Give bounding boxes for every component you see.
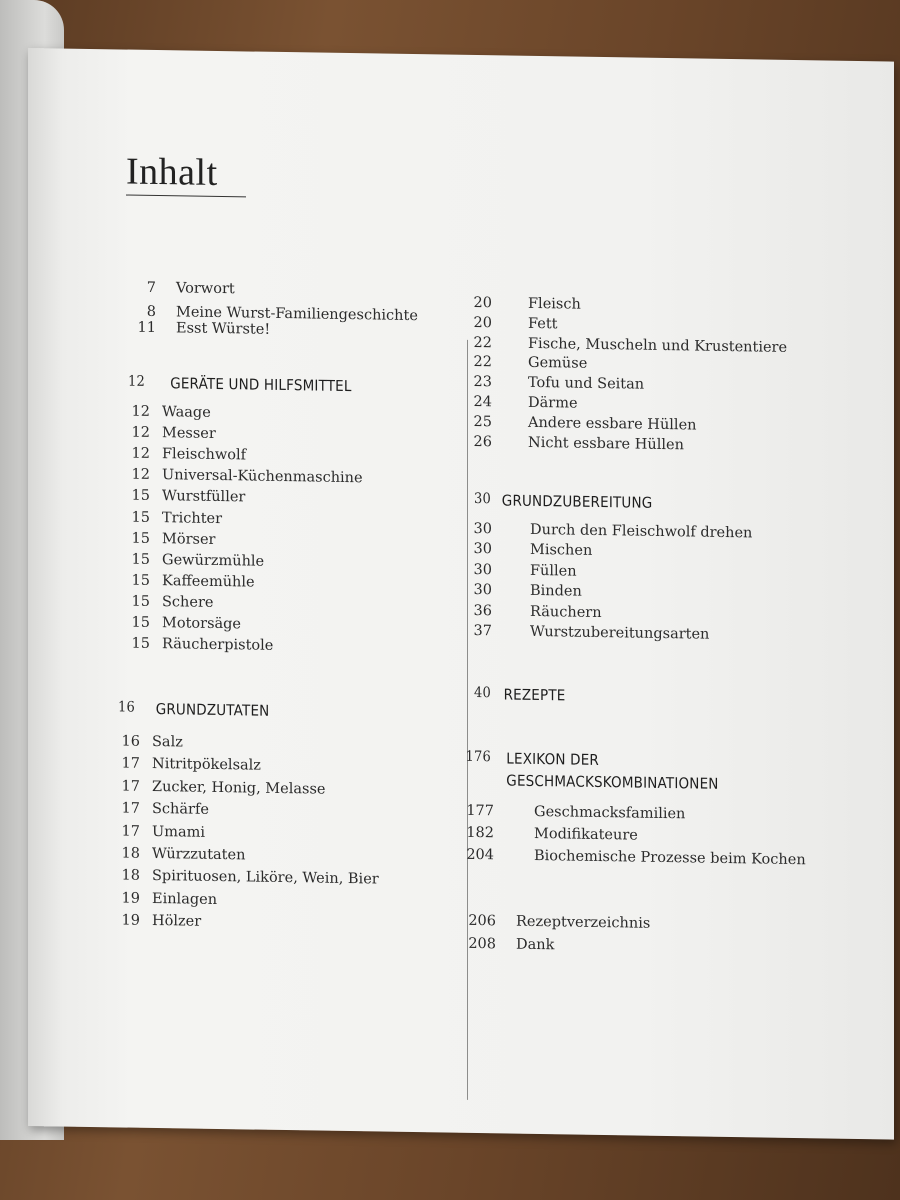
entry-label: Räuchern bbox=[530, 603, 602, 621]
section-title: LEXIKON DER bbox=[506, 749, 599, 769]
book-page bbox=[28, 48, 894, 1140]
entry-label: Därme bbox=[528, 394, 578, 412]
page-number: 177 bbox=[466, 802, 494, 820]
page-number: 22 bbox=[473, 334, 492, 351]
entry-label: Nitritpökelsalz bbox=[152, 756, 261, 775]
page-number: 30 bbox=[473, 561, 492, 579]
page-number: 20 bbox=[473, 314, 492, 332]
entry-label: Füllen bbox=[530, 562, 577, 580]
page-number: 15 bbox=[131, 488, 150, 505]
entry-label: Mörser bbox=[162, 530, 216, 548]
entry-label: Schere bbox=[162, 593, 214, 611]
page-number: 36 bbox=[473, 602, 492, 619]
entry-label: Mischen bbox=[530, 542, 593, 560]
entry-label: Waage bbox=[162, 404, 211, 421]
section-page-number: 40 bbox=[474, 685, 491, 702]
page-number: 22 bbox=[473, 354, 492, 371]
entry-label: Geschmacksfamilien bbox=[534, 803, 686, 823]
entry-label: Durch den Fleischwolf drehen bbox=[530, 521, 753, 542]
entry-label: Motorsäge bbox=[162, 615, 242, 633]
entry-label: Würzzutaten bbox=[152, 845, 246, 864]
page-number: 8 bbox=[146, 303, 156, 321]
page-number: 12 bbox=[131, 445, 150, 463]
page-number: 20 bbox=[473, 294, 492, 312]
page-number: 11 bbox=[137, 319, 156, 337]
page-number: 17 bbox=[121, 755, 140, 773]
entry-label: Zucker, Honig, Melasse bbox=[152, 778, 326, 798]
entry-label: Gewürzmühle bbox=[162, 551, 265, 570]
entry-label: Spirituosen, Liköre, Wein, Bier bbox=[152, 868, 379, 888]
page-number: 17 bbox=[121, 778, 140, 795]
entry-label: Fische, Muscheln und Krustentiere bbox=[528, 335, 788, 356]
section-page-number: 12 bbox=[128, 373, 145, 390]
page-number: 16 bbox=[121, 733, 140, 750]
page-number: 15 bbox=[131, 530, 150, 547]
entry-label: Fleischwolf bbox=[162, 446, 246, 464]
page-number: 15 bbox=[131, 593, 150, 610]
entry-label: Andere essbare Hüllen bbox=[528, 414, 697, 434]
entry-label: Wurstfüller bbox=[162, 488, 246, 506]
entry-label: Hölzer bbox=[152, 913, 202, 930]
page-number: 18 bbox=[121, 845, 140, 862]
entry-label: Schärfe bbox=[152, 801, 209, 819]
entry-label: Dank bbox=[516, 936, 555, 954]
entry-label: Tofu und Seitan bbox=[528, 375, 645, 393]
page-number: 204 bbox=[466, 846, 494, 863]
entry-label: Räucherpistole bbox=[162, 636, 274, 654]
section-title: GESCHMACKSKOMBINATIONEN bbox=[506, 771, 719, 793]
entry-label: Binden bbox=[530, 583, 582, 600]
section-page-number: 16 bbox=[118, 699, 135, 716]
page-number: 15 bbox=[131, 509, 150, 526]
entry-label: Umami bbox=[152, 823, 206, 841]
entry-label: Vorwort bbox=[176, 280, 235, 298]
page-number: 23 bbox=[473, 374, 492, 391]
section-title: REZEPTE bbox=[503, 685, 566, 705]
entry-label: Rezeptverzeichnis bbox=[516, 913, 651, 932]
page-number: 208 bbox=[468, 935, 496, 953]
entry-label: Modifikateure bbox=[534, 825, 638, 844]
section-title: GRUNDZUBEREITUNG bbox=[501, 491, 653, 512]
section-page-number: 176 bbox=[465, 748, 491, 766]
entry-label: Biochemische Prozesse beim Kochen bbox=[534, 847, 806, 868]
page-number: 15 bbox=[131, 551, 150, 568]
section-page-number: 30 bbox=[474, 491, 491, 508]
section-title: GERÄTE UND HILFSMITTEL bbox=[170, 374, 352, 396]
page-title: Inhalt bbox=[126, 150, 218, 194]
entry-label: Meine Wurst-Familiengeschichte bbox=[176, 304, 418, 325]
entry-label: Salz bbox=[152, 733, 183, 751]
section-title: GRUNDZUTATEN bbox=[155, 700, 270, 720]
page-number: 30 bbox=[473, 520, 492, 538]
page-number: 30 bbox=[473, 541, 492, 558]
page-number: 12 bbox=[131, 466, 150, 484]
page-number: 12 bbox=[131, 403, 150, 420]
entry-label: Wurstzubereitungsarten bbox=[530, 623, 710, 643]
page-number: 19 bbox=[121, 912, 140, 929]
page-number: 37 bbox=[473, 622, 492, 640]
title-underline bbox=[126, 195, 246, 198]
page-number: 26 bbox=[473, 433, 492, 450]
page-number: 17 bbox=[121, 823, 140, 840]
page-number: 7 bbox=[146, 279, 156, 297]
entry-label: Nicht essbare Hüllen bbox=[528, 434, 684, 453]
page-number: 12 bbox=[131, 424, 150, 442]
page-number: 182 bbox=[466, 824, 494, 842]
entry-label: Einlagen bbox=[152, 890, 218, 908]
entry-label: Messer bbox=[162, 425, 216, 443]
page-number: 24 bbox=[473, 393, 492, 411]
page-number: 15 bbox=[131, 635, 150, 653]
entry-label: Universal-Küchenmaschine bbox=[162, 467, 363, 487]
entry-label: Gemüse bbox=[528, 355, 588, 373]
page-number: 25 bbox=[473, 413, 492, 431]
column-divider bbox=[467, 340, 468, 1100]
entry-label: Fleisch bbox=[528, 295, 581, 313]
entry-label: Trichter bbox=[162, 509, 223, 527]
page-number: 15 bbox=[131, 614, 150, 631]
entry-label: Fett bbox=[528, 315, 558, 333]
page-number: 18 bbox=[121, 867, 140, 885]
page-number: 15 bbox=[131, 572, 150, 589]
page-number: 17 bbox=[121, 800, 140, 817]
page-number: 30 bbox=[473, 582, 492, 599]
entry-label: Kaffeemühle bbox=[162, 572, 255, 591]
page-number: 19 bbox=[121, 890, 140, 907]
entry-label: Esst Würste! bbox=[176, 320, 271, 338]
page-number: 206 bbox=[468, 912, 496, 930]
